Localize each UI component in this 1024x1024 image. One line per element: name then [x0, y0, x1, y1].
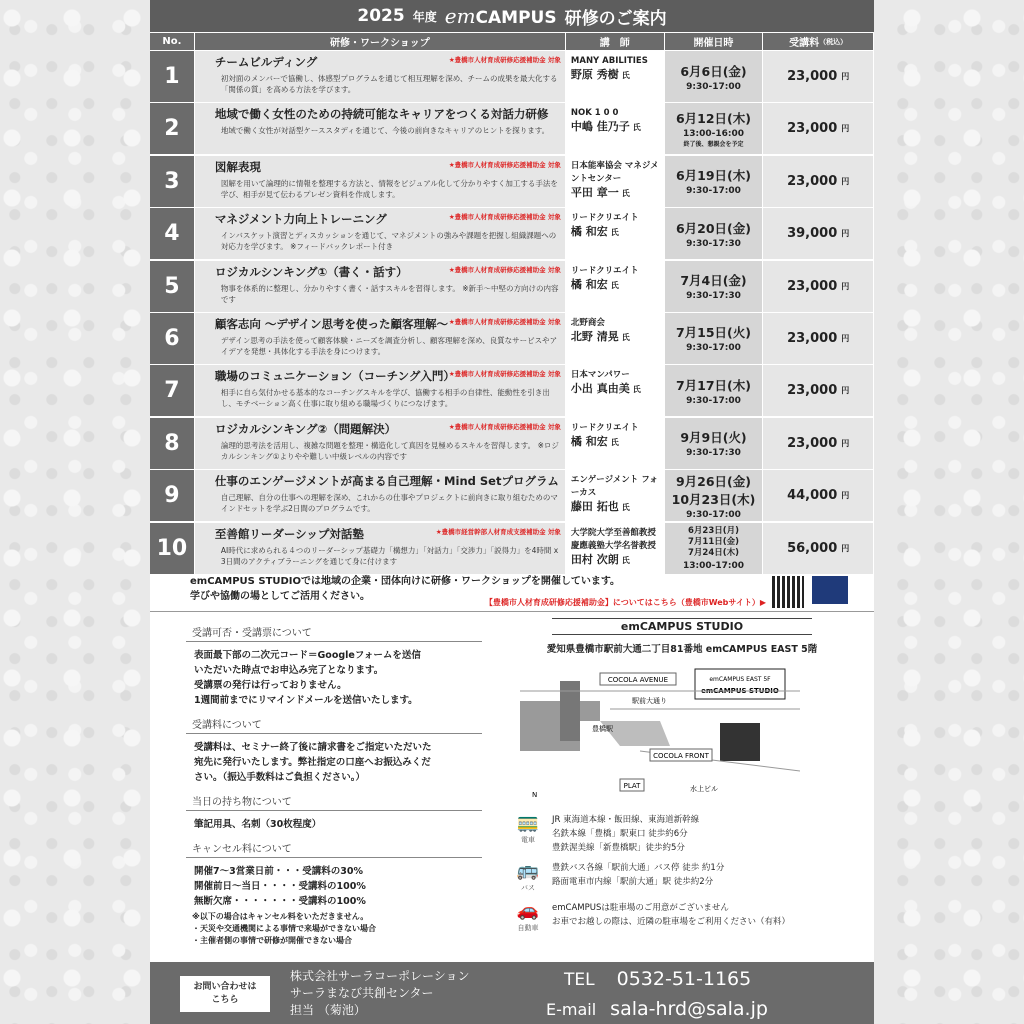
date-cell — [665, 261, 763, 312]
fee-cell: 39,000 円 — [763, 208, 873, 259]
header-no: No. — [150, 33, 194, 50]
course-title: ロジカルシンキング②（問題解決） — [214, 421, 397, 436]
train-icon: 🚃 電車 — [516, 812, 540, 844]
course-cell — [195, 156, 565, 207]
access-map — [520, 661, 800, 803]
table-row — [150, 51, 874, 102]
course-title: 図解表現 — [214, 159, 261, 174]
course-time: 9:30-17:00 — [686, 343, 741, 354]
course-time: 9:30-17:00 — [686, 81, 741, 92]
course-number: 5 — [150, 261, 194, 312]
cancel-notes: ※以下の場合はキャンセル料をいただきません。 ・天災や交通機関による事情で来場ができない場合 ・主催者側の事情で研修が開催できない場合 — [192, 912, 376, 945]
course-fee: 23,000 — [787, 330, 838, 346]
company-info: 株式会社サーラコーポレーション サーラまなび共創センター 担当 （菊池） — [290, 969, 470, 1017]
course-description: 論理的思考法を活用し、複雑な問題を整理・構造化して真因を見極めるスキルを習得します。 ※ロジカルシンキング①よりやや難しい中級レベルの内容です — [220, 440, 559, 461]
section-heading: 当日の持ち物について — [186, 793, 482, 811]
fee-cell: 23,000 円 — [763, 365, 873, 416]
subsidy-badge: ★豊橋市人材育成研修応援補助金 対象 — [448, 56, 561, 64]
date-cell — [665, 523, 763, 574]
lecturer-name: 橘 和宏 — [570, 225, 608, 239]
email-address[interactable]: E-mail sala-hrd@sala.jp — [546, 998, 768, 1020]
lecturer-cell: リードクリエイト 橘 和宏 氏 — [566, 261, 664, 312]
course-number: 4 — [150, 208, 194, 259]
course-cell — [195, 523, 565, 574]
fee-cell: 23,000 円 — [763, 313, 873, 364]
fee-cell: 44,000 円 — [763, 470, 873, 521]
lecturer-name: 田村 次朗 — [570, 552, 619, 566]
lecturer-org: NOK 1 0 0 — [570, 108, 619, 119]
lecturer-org: リードクリエイト — [570, 213, 639, 224]
course-fee: 23,000 — [787, 69, 838, 84]
lecturer-cell: 北野商会 北野 清晃 氏 — [566, 313, 664, 364]
course-date: 6月6日(金) — [680, 63, 747, 79]
lecturer-org: 北野商会 — [570, 317, 605, 328]
lecturer-cell: MANY ABILITIES 野原 秀樹 氏 — [566, 51, 664, 102]
lecturer-cell: 大学院大学至善館教授 慶應義塾大学名誉教授 田村 次朗 氏 — [566, 523, 664, 574]
date-cell — [665, 51, 763, 102]
course-fee: 23,000 — [787, 383, 838, 399]
course-description: 物事を体系的に整理し、分かりやすく書く・話すスキルを習得します。 ※新手〜中堅の方向けの内容です — [220, 283, 559, 304]
course-date: 7月17日(木) — [675, 377, 751, 393]
course-date: 7月24日(木) — [687, 547, 739, 558]
lecturer-org: 日本能率協会 マネジメントセンター — [570, 160, 659, 184]
contact-footer — [150, 962, 874, 1024]
course-time: 9:30-17:00 — [686, 395, 741, 406]
course-fee: 39,000 — [787, 226, 838, 242]
lecturer-name: 橘 和宏 — [570, 434, 608, 448]
course-title: 職場のコミュニケーション（コーチング入門） — [214, 369, 455, 384]
course-title: 仕事のエンゲージメントが高まる自己理解・Mind Setプログラム — [214, 474, 559, 489]
course-description: 図解を用いて論理的に情報を整理する方法と、情報をビジュアル化して分かりやすく加工する手法を学び、相手が見て伝わるプレゼン資料を作成します。 — [220, 178, 558, 199]
course-cell — [195, 51, 565, 102]
lecturer-cell: 日本能率協会 マネジメントセンター 平田 章一 氏 — [566, 156, 664, 207]
course-number: 1 — [150, 51, 194, 102]
course-note: 終了後、懇親会を予定 — [683, 141, 744, 149]
lecturer-name: 平田 章一 — [570, 185, 619, 199]
lecturer-name: 小出 真由美 — [570, 382, 630, 396]
date-cell — [665, 470, 763, 521]
course-date: 9月26日(金) — [675, 473, 751, 489]
access-train: 🚃 電車 JR 東海道本線・飯田線、東海道新幹線 名鉄本線「豊橋」駅東口 徒歩約6分 豊鉄渥美線「新豊橋駅」徒歩約5分 — [512, 813, 852, 855]
lecturer-cell: NOK 1 0 0 中嶋 佳乃子 氏 — [566, 103, 664, 154]
course-number: 6 — [150, 313, 194, 364]
fee-cell: 23,000 円 — [763, 51, 873, 102]
course-title: マネジメント力向上トレーニング — [214, 212, 387, 227]
course-description: 相手に自ら気付かせる基本的なコーチングスキルを学び、協働する相手の自律性、能動性を引き出し、モチベーション高く仕事に取り組める職場づくりにつなげます。 — [220, 388, 550, 409]
table-row — [150, 470, 874, 521]
lecturer-name: 藤田 拓也 — [570, 500, 619, 514]
course-fee: 23,000 — [787, 173, 838, 189]
subsidy-link[interactable]: 【豊橋市人材育成研修応援補助金】についてはこちら（豊橋市Webサイト）▶ — [484, 598, 766, 607]
title-suffix: 研修のご案内 — [564, 8, 667, 29]
access-column — [512, 618, 852, 941]
fee-cell: 56,000 円 — [763, 523, 873, 574]
course-number: 8 — [150, 418, 194, 469]
lecturer-org: 日本マンパワー — [570, 370, 630, 381]
course-date: 9月9日(火) — [680, 430, 747, 446]
table-row — [150, 418, 874, 469]
course-time: 9:30-17:00 — [686, 186, 741, 197]
course-cell — [195, 313, 565, 364]
date-cell — [665, 208, 763, 259]
table-row — [150, 156, 874, 207]
contact-button[interactable]: お問い合わせは こちら — [180, 976, 270, 1012]
lecturer-org: MANY ABILITIES — [570, 56, 648, 66]
course-description: 地域で働く女性が対話型ケーススタディを通じて、今後の前向きなキャリアのヒントを探ります。 — [220, 126, 550, 136]
brand-logo: emCAMPUS — [444, 4, 557, 28]
lecturer-cell: リードクリエイト 橘 和宏 氏 — [566, 418, 664, 469]
lecturer-org: リードクリエイト — [570, 422, 639, 433]
map-label-plat: PLAT — [623, 782, 641, 790]
course-time: 9:30-17:30 — [686, 238, 741, 249]
header-date: 開催日時 — [665, 33, 763, 50]
course-date: 6月20日(金) — [675, 220, 751, 236]
course-time: 9:30-17:30 — [686, 291, 741, 302]
header-title: 研修・ワークショップ — [195, 33, 565, 50]
tel-number[interactable]: TEL 0532-51-1165 — [564, 968, 752, 990]
table-row — [150, 208, 874, 259]
bus-icon: 🚌 バス — [516, 860, 540, 892]
page-title — [150, 0, 874, 32]
course-cell — [195, 365, 565, 416]
course-fee: 23,000 — [787, 435, 838, 451]
table-row — [150, 261, 874, 312]
lecturer-org: リードクリエイト — [570, 265, 639, 276]
lecturer-name: 北野 清晃 — [570, 329, 619, 343]
course-date: 7月15日(火) — [675, 325, 751, 341]
date-cell — [665, 418, 763, 469]
studio-name: emCAMPUS STUDIO — [552, 618, 812, 635]
course-table — [150, 51, 874, 575]
subsidy-badge: ★豊橋市人材育成研修応援補助金 対象 — [448, 317, 561, 326]
section-heading: キャンセル料について — [186, 840, 482, 858]
map-label-cocola-avenue: COCOLA AVENUE — [607, 676, 669, 684]
access-bus: 🚌 バス 豊鉄バス各線「駅前大通」バス停 徒歩 約1分 路面電車市内線「駅前大通」駅 徒歩約2分 — [512, 861, 852, 895]
car-icon: 🚗 自動車 — [516, 900, 540, 932]
course-number: 9 — [150, 470, 194, 521]
course-description: インバスケット演習とディスカッションを通じて、マネジメントの強みや課題を把握し組織課題への対応力を学びます。 ※フィードバックレポート付き — [220, 231, 557, 252]
course-time: 9:30-17:00 — [686, 509, 741, 520]
section-body: 受講料は、セミナー終了後に請求書をご指定いただいた 宛先に発行いたします。弊社指定の口座へお振込みくだ さい。（振込手数料はご負担ください。） — [194, 742, 432, 783]
course-time: 13:00-16:00 — [682, 129, 744, 140]
table-header — [150, 33, 874, 50]
course-cell — [195, 418, 565, 469]
course-fee: 23,000 — [787, 278, 838, 294]
map-label-ekimae: 駅前大通り — [632, 697, 667, 705]
lecturer-org: エンゲージメント フォーカス — [570, 475, 658, 499]
course-date: 10月23日(木) — [671, 491, 756, 507]
subsidy-badge: ★豊橋市人材育成研修応援補助金 対象 — [448, 265, 561, 274]
course-number: 2 — [150, 103, 194, 154]
compass-north-icon: N — [532, 791, 538, 799]
map-building-name: emCAMPUS STUDIO — [701, 687, 779, 695]
table-row — [150, 523, 874, 574]
section-body: 筆記用具、名刺（30枚程度） — [194, 819, 322, 830]
course-number: 10 — [150, 523, 194, 574]
section-body: 表面最下部の二次元コード＝Googleフォームを送信 いただいた時点でお申込み完了となります。 受講票の発行は行っておりません。 1週間前までにリマインドメールを送信いたします。 — [194, 650, 421, 706]
date-cell — [665, 365, 763, 416]
title-year: 2025 — [357, 6, 405, 26]
course-cell — [195, 103, 565, 154]
table-row — [150, 103, 874, 154]
course-description: デザイン思考の手法を使って顧客体験・ニーズを調査分析し、顧客理解を深め、良質なサービスやアイデアを発想・具体化する手法を身につけます。 — [220, 335, 558, 356]
course-title: チームビルディング — [214, 55, 318, 69]
divider — [150, 611, 874, 612]
date-cell — [665, 103, 763, 154]
course-description: AI時代に求められる４つのリーダーシップ基礎力「構想力」「対話力」「交渉力」「説得力」を4時間 x 3日間のアクティブラーニングを通じて身に付けます — [220, 545, 559, 566]
studio-logo-icon — [812, 576, 848, 604]
flyer-sheet — [150, 0, 874, 1024]
course-title: 地域で働く女性のための持続可能なキャリアをつくる対話力研修 — [214, 107, 549, 122]
qr-code-icon[interactable] — [772, 576, 804, 608]
fee-cell: 23,000 円 — [763, 418, 873, 469]
course-description: 初対面のメンバーで協働し、体感型プログラムを通じて相互理解を深め、チームの成果を最大化する「関係の質」を高める方法を学びます。 — [220, 74, 558, 94]
lecturer-name: 橘 和宏 — [570, 277, 608, 291]
fee-cell: 23,000 円 — [763, 103, 873, 154]
course-date: 6月19日(木) — [675, 168, 751, 184]
course-cell — [195, 208, 565, 259]
header-lecturer: 講 師 — [566, 33, 664, 50]
subsidy-badge: ★豊橋市人材育成研修応援補助金 対象 — [448, 370, 561, 379]
fee-cell: 23,000 円 — [763, 156, 873, 207]
subsidy-badge: ★豊橋市人材育成研修応援補助金 対象 — [448, 213, 561, 222]
table-row — [150, 365, 874, 416]
fee-cell: 23,000 円 — [763, 261, 873, 312]
course-title: 顧客志向 〜デザイン思考を使った顧客理解〜 — [214, 316, 449, 331]
map-building-top: emCAMPUS EAST 5F — [709, 676, 771, 683]
access-car: 🚗 自動車 emCAMPUSは駐車場のご用意がございません お車でお越しの際は、近隣の駐車場をご利用ください（有料） — [512, 901, 852, 935]
map-label-cocola-front: COCOLA FRONT — [653, 752, 709, 760]
title-year-label: 年度 — [412, 9, 437, 24]
course-date: 6月23日(月) — [687, 525, 739, 536]
header-fee: 受講料 （税込） — [763, 33, 873, 50]
course-title: ロジカルシンキング①（書く・話す） — [214, 264, 408, 279]
lecturer-org: 大学院大学至善館教授 慶應義塾大学名誉教授 — [570, 527, 656, 551]
map-label-minakami: 水上ビル — [690, 785, 718, 793]
date-cell — [665, 156, 763, 207]
course-fee: 56,000 — [787, 540, 838, 556]
course-time: 13:00-17:00 — [682, 560, 744, 571]
course-cell — [195, 261, 565, 312]
subsidy-badge: ★豊橋市人材育成研修応援補助金 対象 — [448, 422, 561, 431]
subsidy-badge: ★豊橋市経営幹部人材育成支援補助金 対象 — [435, 527, 561, 536]
course-fee: 23,000 — [787, 121, 838, 137]
section-heading: 受講可否・受講票について — [186, 624, 482, 642]
studio-address: 愛知県豊橋市駅前大通二丁目81番地 emCAMPUS EAST 5階 — [546, 644, 818, 655]
studio-note: emCAMPUS STUDIOでは地域の企業・団体向けに研修・ワークショップを開催しています。 学びや協働の場としてご活用ください。 — [190, 576, 621, 602]
course-date: 7月11日(金) — [687, 536, 739, 547]
course-date: 6月12日(木) — [675, 111, 751, 127]
lecturer-cell: 日本マンパワー 小出 真由美 氏 — [566, 365, 664, 416]
map-label-station: 豊橋駅 — [592, 725, 613, 733]
section-heading: 受講料について — [186, 716, 482, 734]
course-description: 自己理解、自分の仕事への理解を深め、これからの仕事やプロジェクトに前向きに取り組むためのマインドセットを学ぶ2日間のプログラムです。 — [220, 493, 558, 514]
course-time: 9:30-17:30 — [686, 448, 741, 459]
course-date: 7月4日(金) — [680, 273, 747, 289]
course-title: 至善館リーダーシップ対話塾 — [214, 526, 364, 541]
course-fee: 44,000 — [787, 488, 838, 504]
lecturer-name: 中嶋 佳乃子 — [570, 120, 630, 134]
date-cell — [665, 313, 763, 364]
lecturer-cell: リードクリエイト 橘 和宏 氏 — [566, 208, 664, 259]
lecturer-name: 野原 秀樹 — [570, 68, 619, 81]
course-number: 3 — [150, 156, 194, 207]
info-column — [186, 618, 486, 947]
table-row — [150, 313, 874, 364]
subsidy-badge: ★豊橋市人材育成研修応援補助金 対象 — [448, 160, 561, 169]
lecturer-cell: エンゲージメント フォーカス 藤田 拓也 氏 — [566, 470, 664, 521]
access-info — [512, 813, 852, 935]
course-cell — [195, 470, 565, 521]
section-body: 開催7〜3営業日前・・・受講料の30% 開催前日〜当日・・・・受講料の100% 無断欠席・・・・・・・受講料の100% — [194, 866, 366, 907]
course-number: 7 — [150, 365, 194, 416]
